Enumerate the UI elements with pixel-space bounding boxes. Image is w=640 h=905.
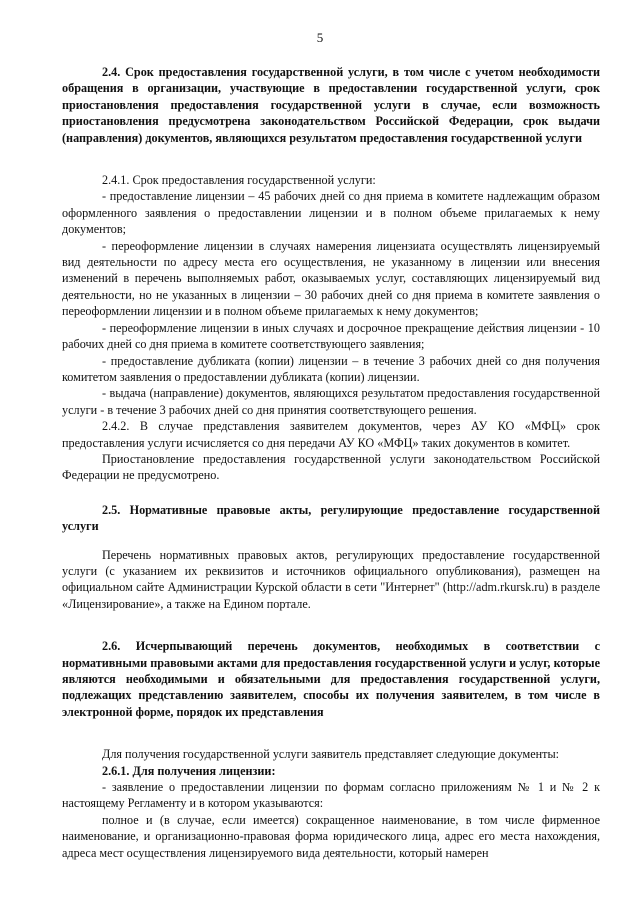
paragraph: полное и (в случае, если имеется) сокращенное наименование, в том числе фирменное наименование, и организационно-правовая форма юридического лица, адрес его места нахождения, адреса мест осуществления лицензируемого вида деятельности, который намерен — [62, 812, 600, 860]
section-2-5-heading: 2.5. Нормативные правовые акты, регулирующие предоставление государственной услуги — [62, 502, 600, 534]
paragraph: - предоставление дубликата (копии) лицензии – в течение 3 рабочих дней со дня получения комитетом заявления о предоставлении дубликата (копии) лицензии. — [62, 353, 600, 384]
paragraph: 2.4.2. В случае представления заявителем документов, через АУ КО «МФЦ» срок предоставления услуги исчисляется со дня передачи АУ КО «МФЦ» таких документов в комитет. — [62, 419, 600, 450]
paragraph: Перечень нормативных правовых актов, регулирующих предоставление государственной услуги (с указанием их реквизитов и источников официального опубликования), размещен на официальном сайте Администрации Курской области в сети "Интернет" (http://adm.rkursk.ru) в разделе «Лицензирование», а также на Едином портале. — [62, 547, 600, 611]
paragraph: - заявление о предоставлении лицензии по формам согласно приложениям № 1 и № 2 к настоящему Регламенту и в котором указываются: — [62, 780, 600, 811]
paragraph: - переоформление лицензии в случаях намерения лицензиата осуществлять лицензируемый вид деятельности по адресу места его осуществления, не указанному в лицензии или внесения изменений в перечень выполняемых работ, оказываемых услуг, составляющих лицензируемый вид деятельности, но не указанных в лицензии – 30 рабочих дней со дня приема в комитете заявления о переоформлении лицензии и в полном объеме прилагаемых к нему документов; — [62, 238, 600, 319]
section-2-6-heading: 2.6. Исчерпывающий перечень документов, необходимых в соответствии с нормативными правовыми актами для предоставления государственной услуги и услуг, которые являются необходимыми и обязательными для предоставления государственной услуги, подлежащих представлению заявителем, способы их получения заявителем, в том числе в электронной форме, порядок их представления — [62, 639, 600, 719]
paragraph: - выдача (направление) документов, являющихся результатом предоставления государственной услуги - в течение 3 рабочих дней со дня принятия соответствующего решения. — [62, 386, 600, 417]
paragraph: 2.4.1. Срок предоставления государственной услуги: — [102, 173, 376, 188]
section-2-4-heading: 2.4. Срок предоставления государственной услуги, в том числе с учетом необходимости обращения в организации, участвующие в предоставлении государственной услуги, срок приостановления предоставления государственной услуги в случае, если возможность приостановления предусмотрена законодательством Российской Федерации, срок выдачи (направления) документов, являющихся результатом предоставления государственной услуги — [62, 65, 600, 145]
paragraph: - переоформление лицензии в иных случаях и досрочное прекращение действия лицензии - 10 рабочих дней со дня приема в комитете соответствующего заявления; — [62, 320, 600, 352]
document-body — [62, 64, 600, 861]
page-number: 5 — [316, 30, 324, 45]
subsection-2-6-1-title: 2.6.1. Для получения лицензии: — [102, 763, 276, 778]
paragraph: Для получения государственной услуги заявитель представляет следующие документы: — [102, 747, 560, 762]
paragraph: Приостановление предоставления государственной услуги законодательством Российской Федерации не предусмотрено. — [62, 451, 600, 483]
paragraph: - предоставление лицензии – 45 рабочих дней со дня приема в комитете надлежащим образом оформленного заявления о предоставлении лицензии и в полном объеме прилагаемых к нему документов; — [62, 189, 600, 237]
